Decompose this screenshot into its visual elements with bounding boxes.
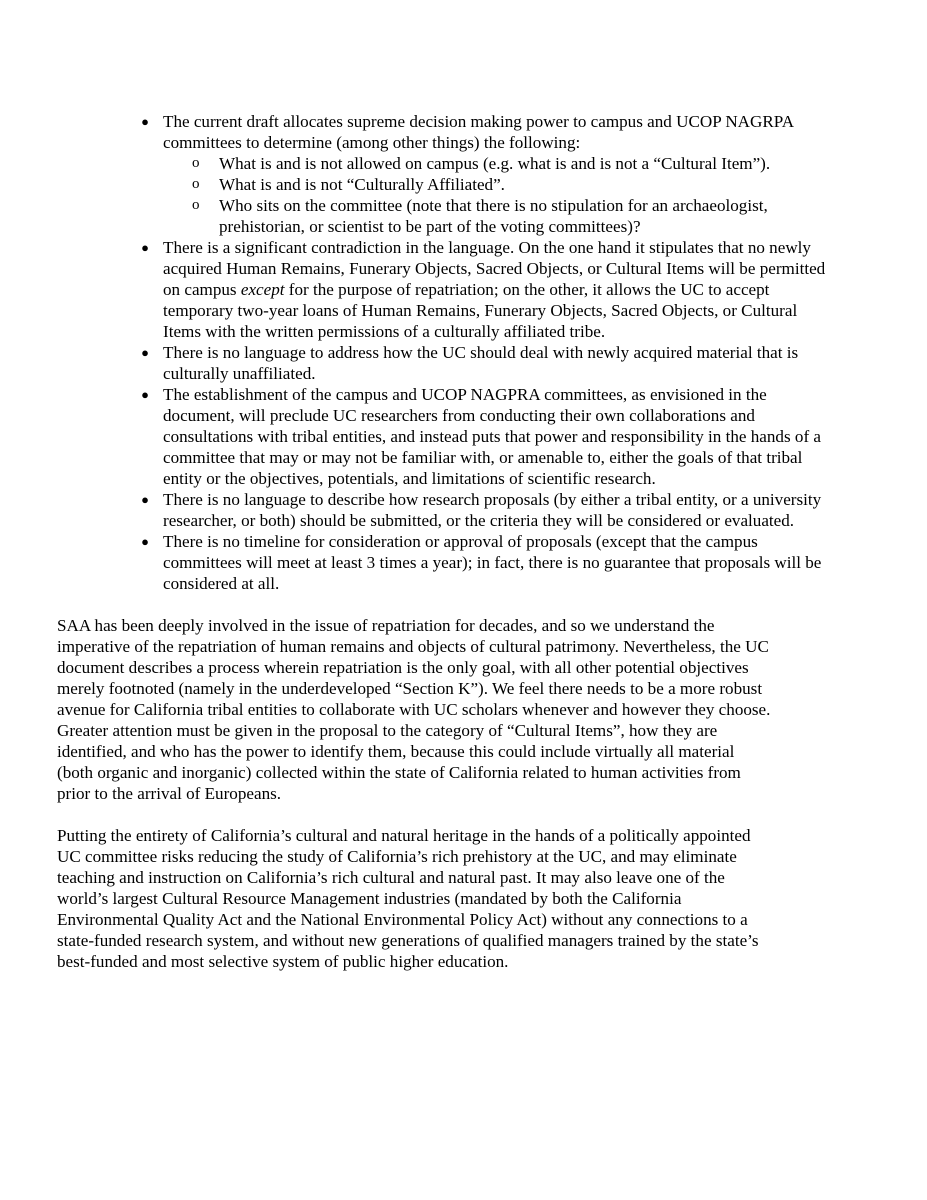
list-item	[141, 111, 831, 237]
sub-list-item-text: What is and is not allowed on campus (e.g. what is and is not a “Cultural Item”).	[219, 154, 771, 173]
sub-bullet-icon: o	[192, 155, 200, 171]
list-item-text: There is no language to address how the UC should deal with newly acquired material that is culturally unaffiliated.	[163, 343, 799, 383]
emphasis-text: except	[240, 280, 285, 299]
list-item	[141, 237, 831, 342]
bullet-icon: ●	[141, 240, 149, 255]
paragraph-spacer	[163, 594, 831, 615]
bullet-icon: ●	[141, 345, 149, 360]
list-item-text-part: There is a significant contradiction in the language. On the one hand it stipulates that no newly acquired Human Remains, Funerary Objects, Sacred Objects, or Cultural Items will be permitted on campus	[163, 238, 826, 299]
bullet-icon: ●	[141, 534, 149, 549]
list-item	[141, 531, 831, 594]
concerns-list	[141, 111, 831, 594]
list-item	[141, 489, 831, 531]
list-item-text: There is no timeline for consideration or approval of proposals (except that the campus committees will meet at least 3 times a year); in fact, there is no guarantee that proposals will be considered at all.	[163, 532, 822, 593]
sub-list-item	[192, 195, 831, 237]
sub-list-item-text: What is and is not “Culturally Affiliated”.	[219, 175, 505, 194]
body-paragraph: Putting the entirety of California’s cultural and natural heritage in the hands of a politically appointed UC committee risks reducing the study of California’s rich prehistory at the UC, and may eliminate teaching and instruction on California’s rich cultural and natural past. It may also leave one of the world’s largest Cultural Resource Management industries (mandated by both the California Environmental Quality Act and the National Environmental Policy Act) without any connections to a state-funded research system, and without new generations of qualified managers trained by the state’s best-funded and most selective system of public higher education.	[57, 826, 759, 971]
sub-bullet-icon: o	[192, 176, 200, 192]
list-item	[141, 384, 831, 489]
sub-list-item	[192, 174, 831, 195]
bullet-icon: ●	[141, 114, 149, 129]
sub-list-item	[192, 153, 831, 174]
list-item	[141, 342, 831, 384]
list-item-text-part: for the purpose of repatriation; on the other, it allows the UC to accept temporary two-year loans of Human Remains, Funerary Objects, Sacred Objects, or Cultural Items with the written permissions of a culturally affiliated tribe.	[163, 280, 798, 341]
body-paragraph: SAA has been deeply involved in the issue of repatriation for decades, and so we understand the imperative of the repatriation of human remains and objects of cultural patrimony. Nevertheless, the UC document describes a process wherein repatriation is the only goal, with all other potential objectives merely footnoted (namely in the underdeveloped “Section K”). We feel there needs to be a more robust avenue for California tribal entities to collaborate with UC scholars whenever and however they choose. Greater attention must be given in the proposal to the category of “Cultural Items”, how they are identified, and who has the power to identify them, because this could include virtually all material (both organic and inorganic) collected within the state of California related to human activities from prior to the arrival of Europeans.	[57, 616, 771, 803]
list-item-text: The establishment of the campus and UCOP NAGPRA committees, as envisioned in the document, will preclude UC researchers from conducting their own collaborations and consultations with tribal entities, and instead puts that power and responsibility in the hands of a committee that may or may not be familiar with, or amenable to, either the goals of that tribal entity or the objectives, potentials, and limitations of scientific research.	[163, 385, 821, 488]
paragraph-spacer	[163, 804, 831, 825]
sub-bullet-icon: o	[192, 197, 200, 213]
list-item-text: The current draft allocates supreme decision making power to campus and UCOP NAGRPA committees to determine (among other things) the following:	[163, 112, 794, 152]
bullet-icon: ●	[141, 387, 149, 402]
sub-list-item-text: Who sits on the committee (note that there is no stipulation for an archaeologist, prehistorian, or scientist to be part of the voting committees)?	[219, 196, 768, 236]
list-item-text: There is no language to describe how research proposals (by either a tribal entity, or a university researcher, or both) should be submitted, or the criteria they will be considered or evaluated.	[163, 490, 822, 530]
bullet-icon: ●	[141, 492, 149, 507]
sub-list	[163, 153, 831, 237]
